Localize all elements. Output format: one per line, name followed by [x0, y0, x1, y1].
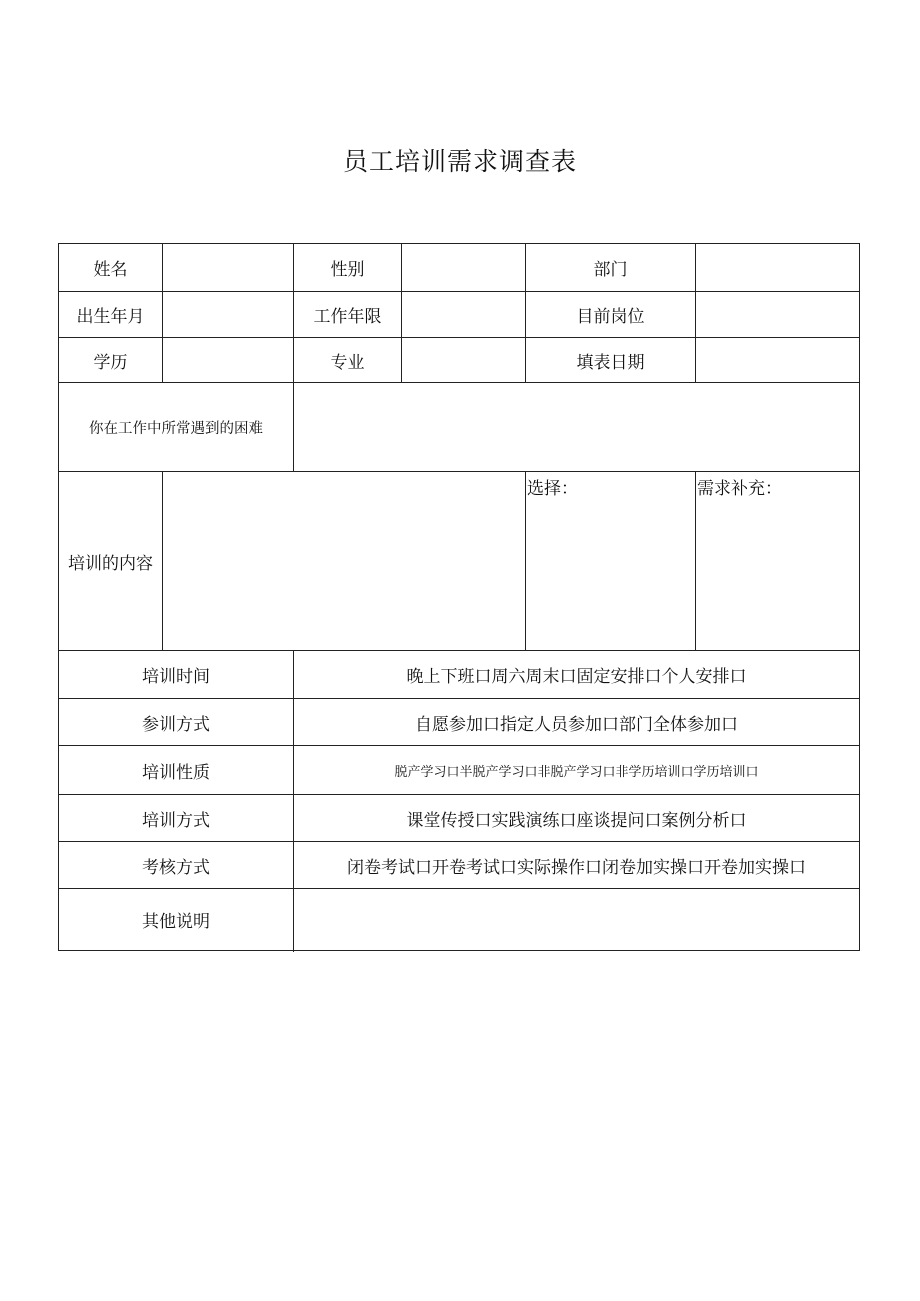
training-nature-label: 培训性质 — [142, 762, 210, 783]
assessment-method-label: 考核方式 — [142, 857, 210, 878]
participation-mode-options[interactable]: 自愿参加口指定人员参加口部门全体参加口 — [415, 714, 738, 735]
choice-cell[interactable] — [526, 472, 695, 650]
name-input[interactable] — [163, 244, 293, 291]
training-nature-options[interactable]: 脱产学习口半脱产学习口非脱产学习口非学历培训口学历培训口 — [394, 764, 759, 780]
supplement-label: 需求补充： — [697, 479, 782, 499]
major-label: 专业 — [330, 352, 365, 373]
work-years-input[interactable] — [402, 292, 525, 337]
current-position-input[interactable] — [696, 292, 859, 337]
assessment-method-options[interactable]: 闭卷考试口开卷考试口实际操作口闭卷加实操口开卷加实操口 — [347, 857, 806, 878]
current-position-label: 目前岗位 — [576, 307, 645, 327]
gender-input[interactable] — [402, 244, 525, 291]
education-input[interactable] — [163, 338, 293, 382]
other-notes-label: 其他说明 — [142, 912, 210, 932]
training-method-options[interactable]: 课堂传授口实践演练口座谈提问口案例分析口 — [406, 810, 747, 831]
training-time-options[interactable]: 晚上下班口周六周末口固定安排口个人安排口 — [406, 667, 747, 687]
fill-date-label: 填表日期 — [576, 352, 645, 373]
department-input[interactable] — [696, 244, 859, 291]
page-title: 员工培训需求调查表 — [342, 147, 577, 176]
fill-date-input[interactable] — [696, 338, 859, 382]
education-label: 学历 — [93, 352, 128, 373]
supplement-cell[interactable] — [696, 472, 859, 650]
gender-label: 性别 — [330, 260, 365, 280]
training-content-label: 培训的内容 — [68, 553, 153, 574]
birth-date-label: 出生年月 — [76, 307, 145, 327]
training-method-label: 培训方式 — [142, 810, 210, 831]
difficulty-input[interactable] — [294, 383, 859, 471]
survey-form — [58, 243, 860, 951]
work-years-label: 工作年限 — [313, 307, 382, 327]
training-time-label: 培训时间 — [142, 667, 210, 687]
participation-mode-label: 参训方式 — [142, 714, 210, 735]
major-input[interactable] — [402, 338, 525, 382]
other-notes-input[interactable] — [294, 889, 859, 950]
choice-label: 选择： — [527, 479, 578, 499]
difficulty-label: 你在工作中所常遇到的困难 — [89, 420, 263, 437]
name-label: 姓名 — [93, 260, 128, 280]
birth-date-input[interactable] — [163, 292, 293, 337]
training-content-input[interactable] — [163, 472, 525, 650]
department-label: 部门 — [593, 260, 628, 280]
